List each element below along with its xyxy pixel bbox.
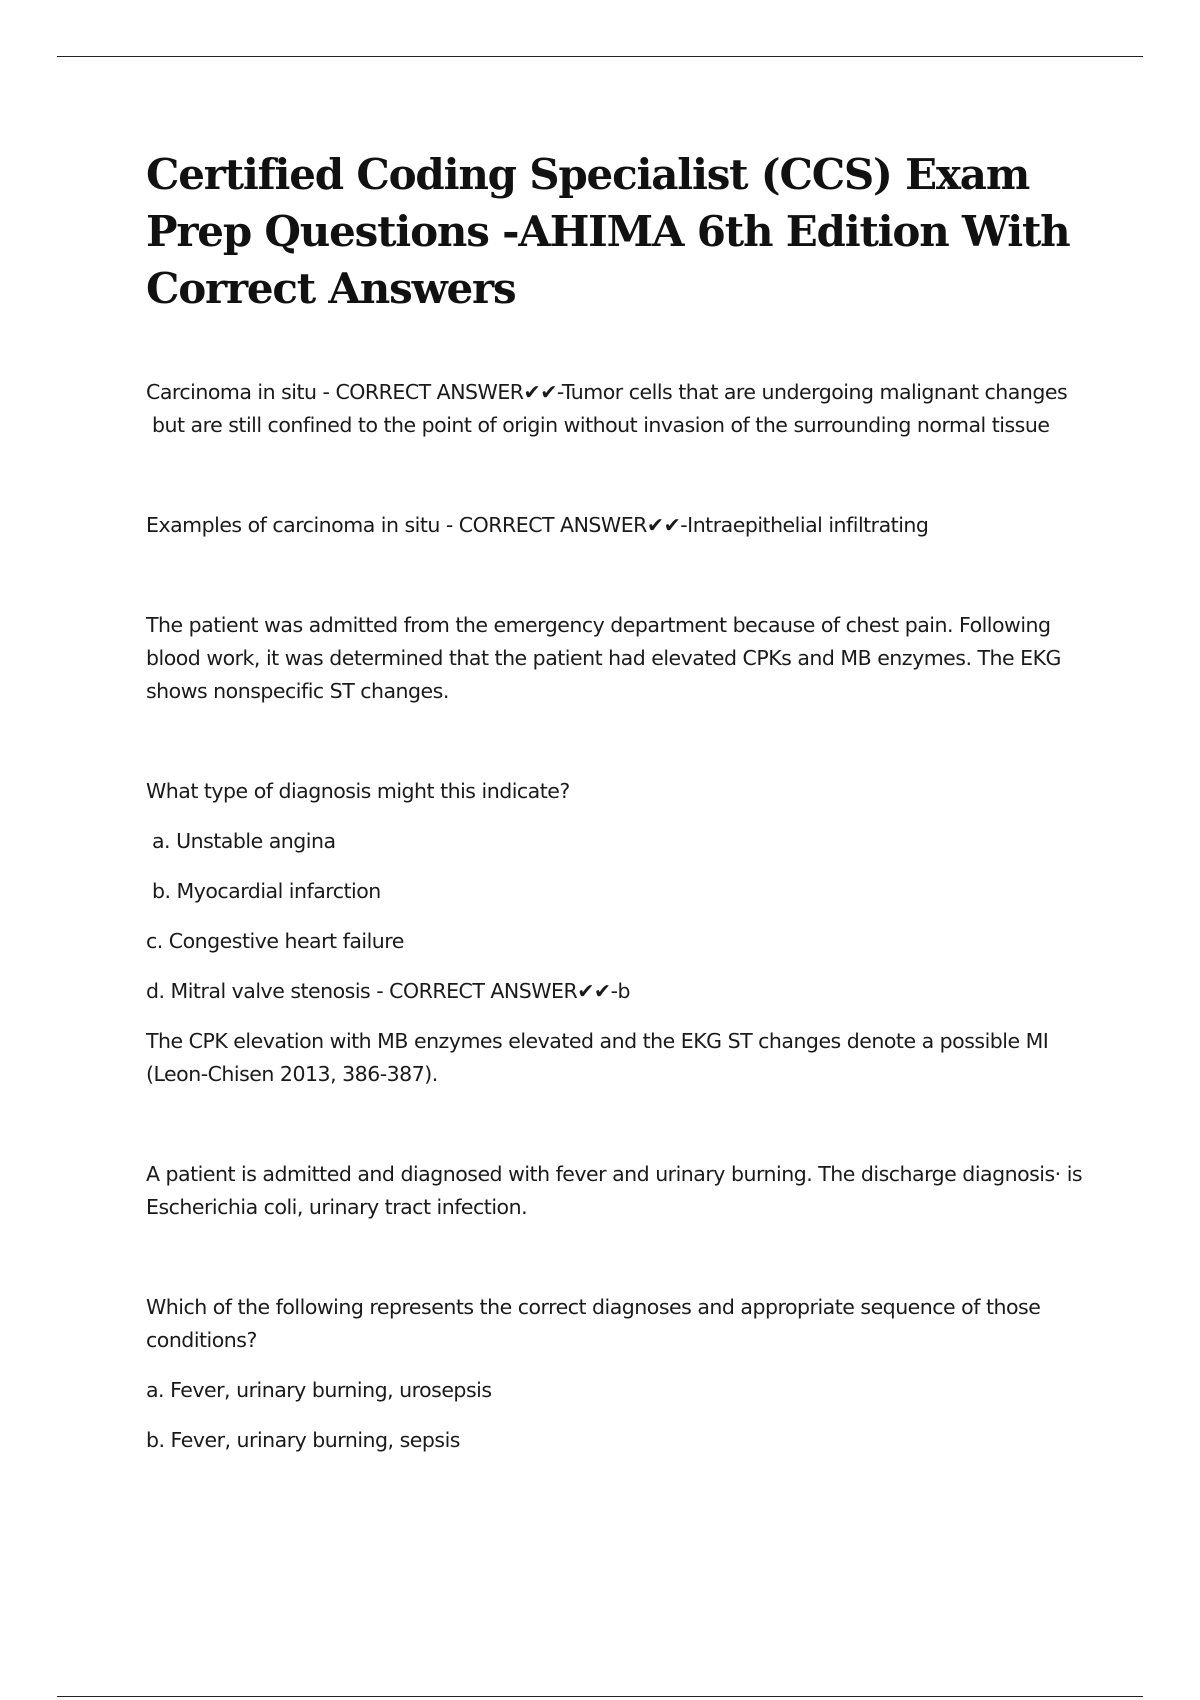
option-a: a. Fever, urinary burning, urosepsis bbox=[146, 1378, 492, 1402]
case-fever-urinary: A patient is admitted and diagnosed with fever and urinary burning. The discharge diagnosis· is Escherichia coli, urinary tract infection. bbox=[146, 1162, 1083, 1219]
question-sequence: Which of the following represents the correct diagnoses and appropriate sequence of those conditions? bbox=[146, 1295, 1041, 1352]
rationale: The CPK elevation with MB enzymes elevated and the EKG ST changes denote a possible MI (Leon-Chisen 2013, 386-387). bbox=[146, 1029, 1049, 1086]
entry-examples-carcinoma: Examples of carcinoma in situ - CORRECT ANSWER✔✔-Intraepithelial infiltrating bbox=[146, 513, 929, 537]
option-b: b. Fever, urinary burning, sepsis bbox=[146, 1428, 460, 1452]
entry-text-line-2: but are still confined to the point of origin without invasion of the surrounding normal tissue bbox=[152, 413, 1050, 437]
question-diagnosis-type: What type of diagnosis might this indicate? bbox=[146, 779, 570, 803]
entry-text-line-1: Carcinoma in situ - CORRECT ANSWER✔✔-Tumor cells that are undergoing malignant changes bbox=[146, 380, 1068, 404]
option-c: c. Congestive heart failure bbox=[146, 929, 404, 953]
bottom-rule bbox=[57, 1696, 1143, 1697]
document-body bbox=[146, 146, 1086, 1457]
option-d-with-answer: d. Mitral valve stenosis - CORRECT ANSWER✔✔-b bbox=[146, 979, 631, 1003]
document-title: Certified Coding Specialist (CCS) Exam Prep Questions -AHIMA 6th Edition With Correct Answers bbox=[146, 150, 1070, 313]
option-b: b. Myocardial infarction bbox=[152, 879, 381, 903]
case-chest-pain: The patient was admitted from the emergency department because of chest pain. Following blood work, it was determined that the patient had elevated CPKs and MB enzymes. The EKG shows nonspecific ST changes. bbox=[146, 613, 1061, 703]
top-rule bbox=[57, 56, 1143, 57]
entry-carcinoma-in-situ bbox=[146, 376, 1086, 442]
option-a: a. Unstable angina bbox=[152, 829, 336, 853]
